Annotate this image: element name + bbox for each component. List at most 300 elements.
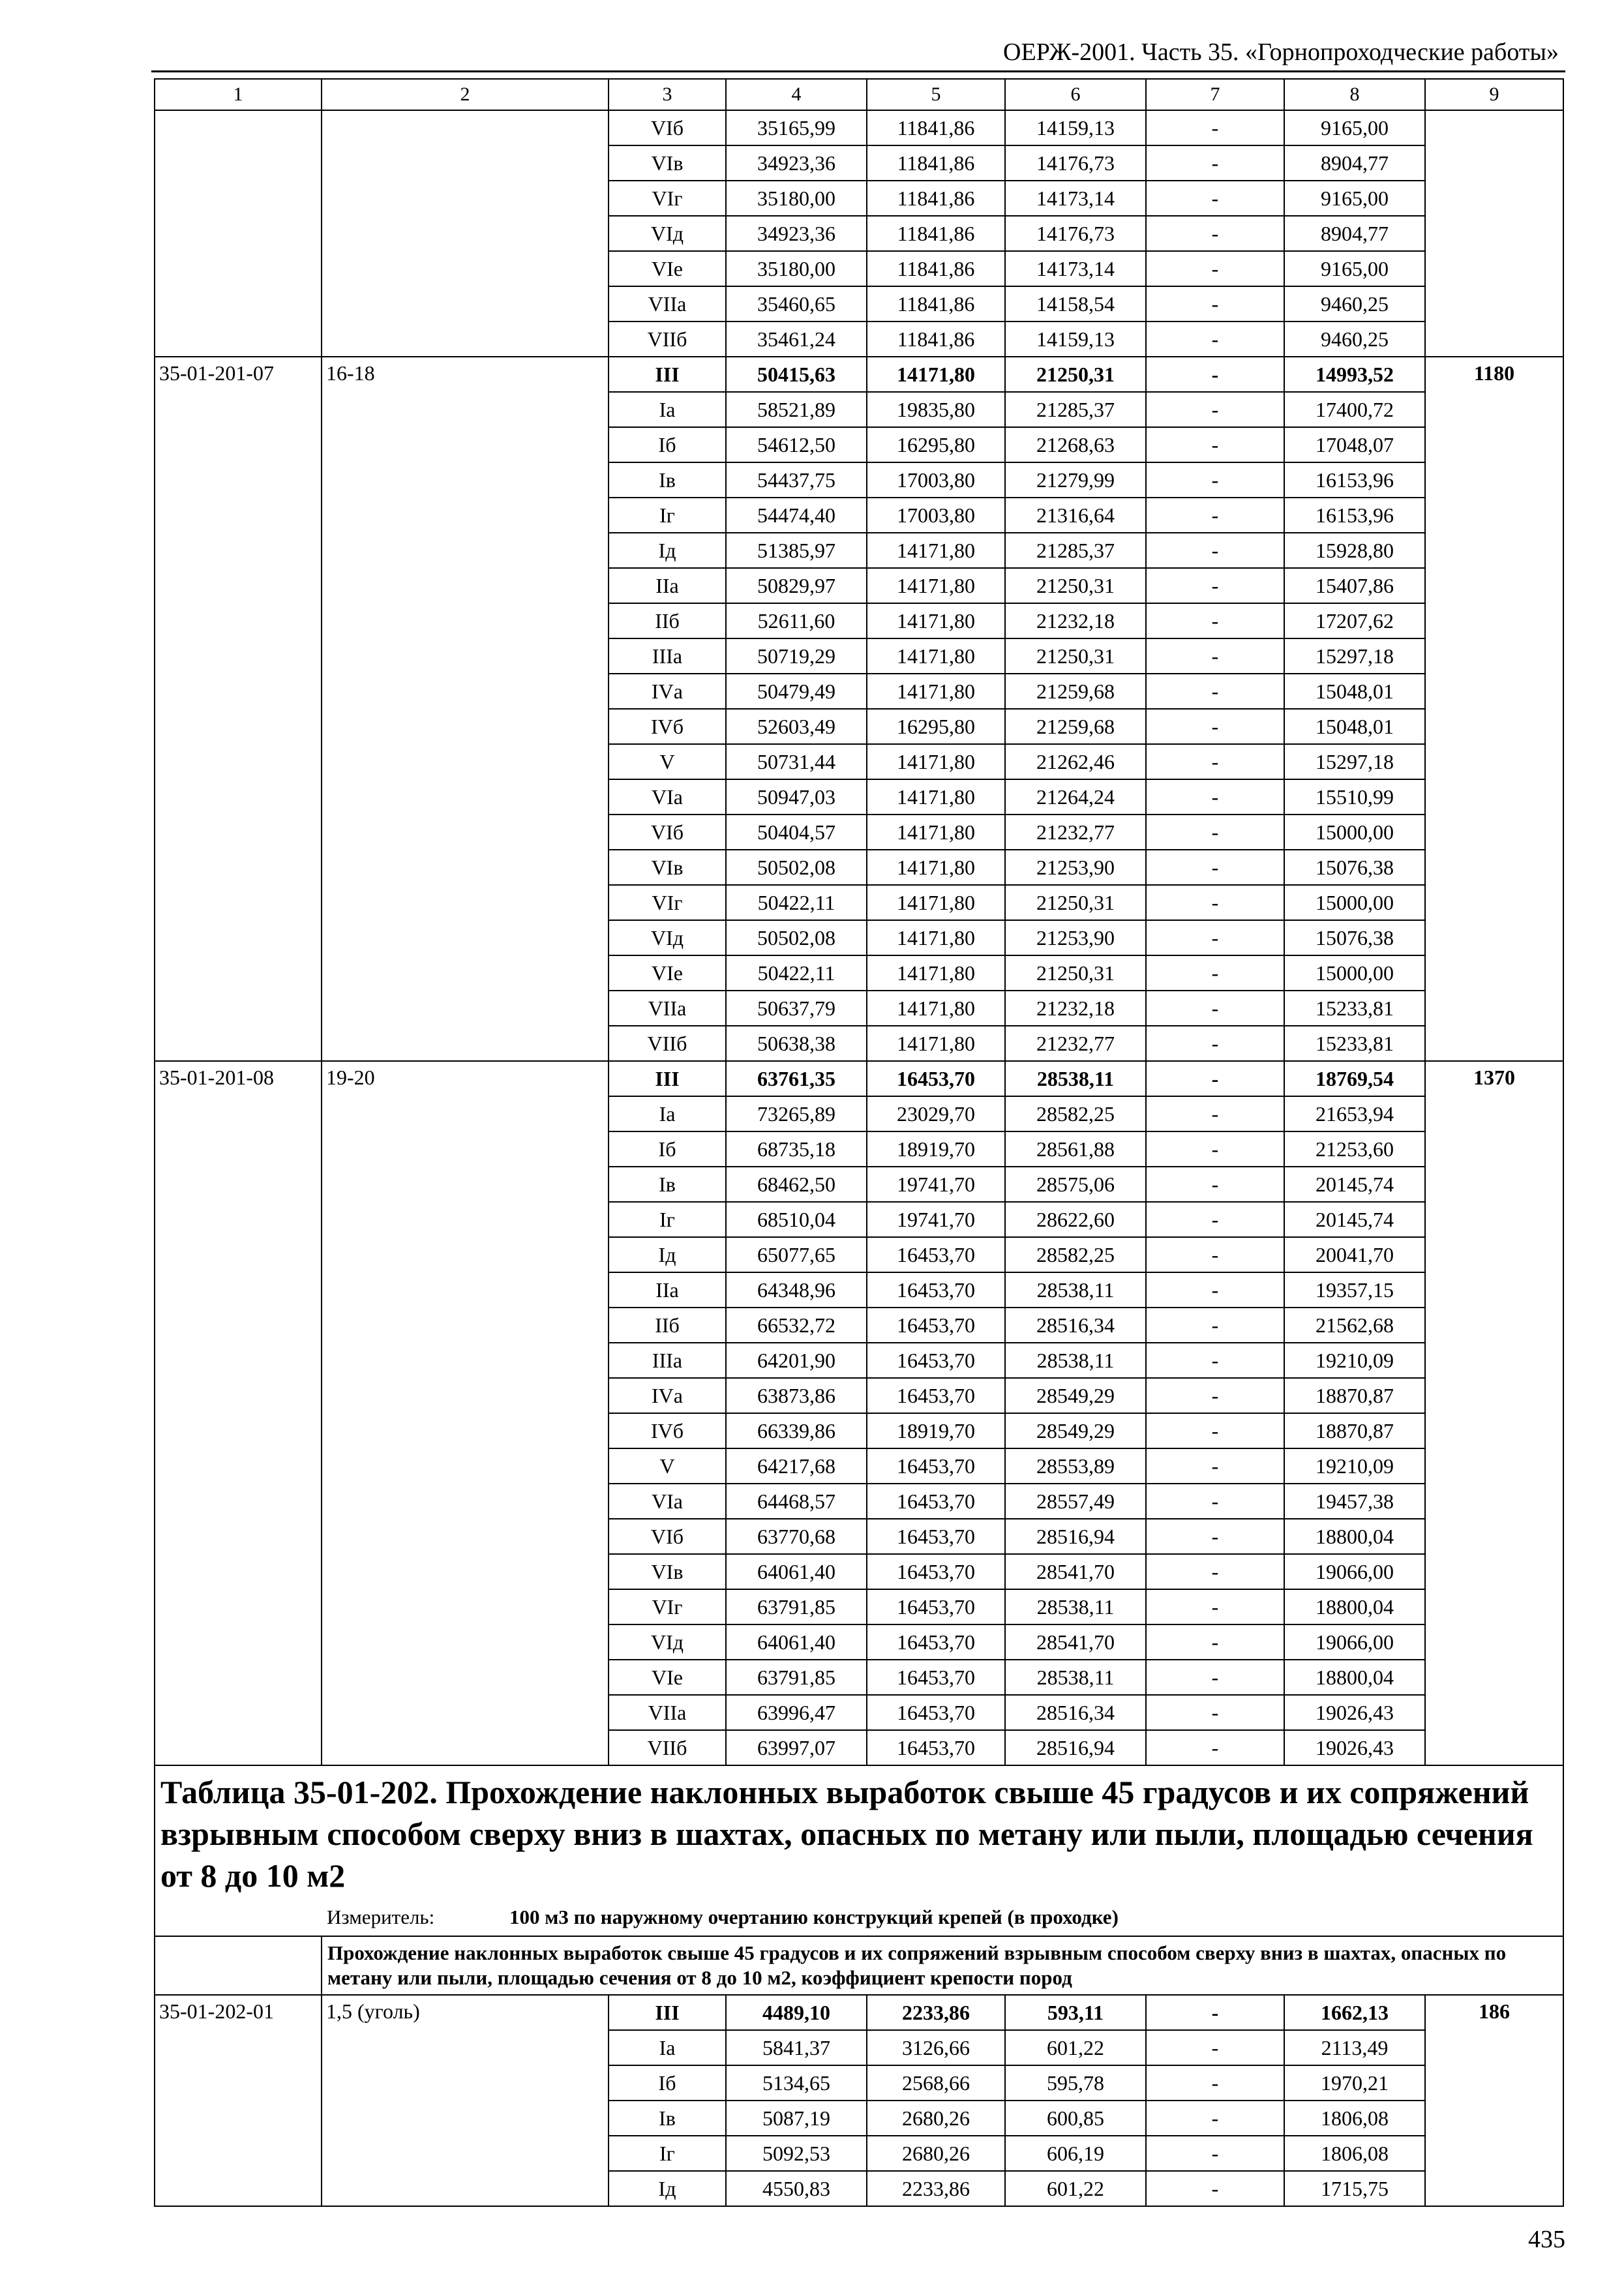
total-cost-cell: 5087,19 bbox=[726, 2101, 867, 2136]
driver-wage-cell: - bbox=[1146, 498, 1284, 533]
total-cost-cell: 66339,86 bbox=[726, 1413, 867, 1448]
total-cost-cell: 52611,60 bbox=[726, 603, 867, 638]
total-cost-cell: 5092,53 bbox=[726, 2136, 867, 2171]
labor-cost-cell: 2680,26 bbox=[867, 2101, 1005, 2136]
machine-cost-cell: 21264,24 bbox=[1005, 779, 1146, 815]
machine-cost-cell: 21259,68 bbox=[1005, 709, 1146, 744]
units-row bbox=[155, 1900, 1563, 1936]
category-cell: Iд bbox=[609, 1237, 726, 1272]
labor-cost-cell: 23029,70 bbox=[867, 1096, 1005, 1131]
table-row bbox=[155, 1995, 1563, 2030]
driver-wage-cell: - bbox=[1146, 885, 1284, 920]
materials-cost-cell: 17207,62 bbox=[1284, 603, 1425, 638]
machine-cost-cell: 28516,34 bbox=[1005, 1695, 1146, 1730]
machine-cost-cell: 595,78 bbox=[1005, 2065, 1146, 2101]
materials-cost-cell: 15407,86 bbox=[1284, 568, 1425, 603]
machine-cost-cell: 21279,99 bbox=[1005, 462, 1146, 498]
materials-cost-cell: 19457,38 bbox=[1284, 1484, 1425, 1519]
labor-norm-cell: 186 bbox=[1425, 1995, 1563, 2206]
materials-cost-cell: 17400,72 bbox=[1284, 392, 1425, 427]
labor-cost-cell: 11841,86 bbox=[867, 110, 1005, 145]
table-title: Таблица 35-01-202. Прохождение наклонных выработок свыше 45 градусов и их сопряжений взрывным способом сверху вниз в шахтах, опасных по метану или пыли, площадью сечения от 8 до 10 м2 bbox=[155, 1765, 1563, 1900]
materials-cost-cell: 1806,08 bbox=[1284, 2136, 1425, 2171]
materials-cost-cell: 16153,96 bbox=[1284, 498, 1425, 533]
machine-cost-cell: 14176,73 bbox=[1005, 145, 1146, 181]
materials-cost-cell: 18769,54 bbox=[1284, 1061, 1425, 1096]
machine-cost-cell: 28561,88 bbox=[1005, 1131, 1146, 1167]
driver-wage-cell: - bbox=[1146, 110, 1284, 145]
column-number: 5 bbox=[867, 79, 1005, 110]
category-cell: IIIа bbox=[609, 1343, 726, 1378]
total-cost-cell: 50638,38 bbox=[726, 1026, 867, 1061]
labor-cost-cell: 17003,80 bbox=[867, 498, 1005, 533]
category-cell: Iб bbox=[609, 2065, 726, 2101]
labor-cost-cell: 14171,80 bbox=[867, 850, 1005, 885]
total-cost-cell: 54437,75 bbox=[726, 462, 867, 498]
page-number: 435 bbox=[1528, 2226, 1565, 2253]
labor-cost-cell: 16295,80 bbox=[867, 427, 1005, 462]
category-cell: IIб bbox=[609, 603, 726, 638]
labor-cost-cell: 16453,70 bbox=[867, 1448, 1005, 1484]
labor-cost-cell: 16453,70 bbox=[867, 1378, 1005, 1413]
total-cost-cell: 68510,04 bbox=[726, 1202, 867, 1237]
units-spacer bbox=[155, 1900, 322, 1936]
labor-cost-cell: 11841,86 bbox=[867, 181, 1005, 216]
category-cell: Iг bbox=[609, 1202, 726, 1237]
running-header: ОЕРЖ-2001. Часть 35. «Горнопроходческие работы» bbox=[1003, 38, 1559, 66]
materials-cost-cell: 15297,18 bbox=[1284, 638, 1425, 674]
category-cell: IVб bbox=[609, 709, 726, 744]
machine-cost-cell: 28622,60 bbox=[1005, 1202, 1146, 1237]
category-cell: VIд bbox=[609, 216, 726, 251]
driver-wage-cell: - bbox=[1146, 744, 1284, 779]
driver-wage-cell: - bbox=[1146, 2136, 1284, 2171]
driver-wage-cell: - bbox=[1146, 216, 1284, 251]
category-cell: III bbox=[609, 357, 726, 392]
driver-wage-cell: - bbox=[1146, 1272, 1284, 1308]
category-cell: VIа bbox=[609, 779, 726, 815]
rate-code: 35-01-201-07 bbox=[155, 357, 322, 1061]
materials-cost-cell: 19210,09 bbox=[1284, 1448, 1425, 1484]
materials-cost-cell: 9165,00 bbox=[1284, 181, 1425, 216]
category-cell: III bbox=[609, 1061, 726, 1096]
labor-cost-cell: 19741,70 bbox=[867, 1202, 1005, 1237]
category-cell: IVа bbox=[609, 1378, 726, 1413]
driver-wage-cell: - bbox=[1146, 2171, 1284, 2206]
labor-cost-cell: 11841,86 bbox=[867, 322, 1005, 357]
materials-cost-cell: 8904,77 bbox=[1284, 145, 1425, 181]
total-cost-cell: 34923,36 bbox=[726, 145, 867, 181]
machine-cost-cell: 28538,11 bbox=[1005, 1272, 1146, 1308]
machine-cost-cell: 28553,89 bbox=[1005, 1448, 1146, 1484]
driver-wage-cell: - bbox=[1146, 2030, 1284, 2065]
category-cell: VIе bbox=[609, 251, 726, 286]
category-cell: IIIа bbox=[609, 638, 726, 674]
machine-cost-cell: 21250,31 bbox=[1005, 357, 1146, 392]
driver-wage-cell: - bbox=[1146, 1167, 1284, 1202]
labor-cost-cell: 16453,70 bbox=[867, 1519, 1005, 1554]
materials-cost-cell: 21253,60 bbox=[1284, 1131, 1425, 1167]
total-cost-cell: 50731,44 bbox=[726, 744, 867, 779]
total-cost-cell: 52603,49 bbox=[726, 709, 867, 744]
machine-cost-cell: 21250,31 bbox=[1005, 638, 1146, 674]
total-cost-cell: 4489,10 bbox=[726, 1995, 867, 2030]
total-cost-cell: 50637,79 bbox=[726, 991, 867, 1026]
category-cell: VIд bbox=[609, 1624, 726, 1660]
driver-wage-cell: - bbox=[1146, 1237, 1284, 1272]
machine-cost-cell: 21232,18 bbox=[1005, 603, 1146, 638]
table-body-201 bbox=[155, 79, 1563, 1765]
category-cell: VIв bbox=[609, 145, 726, 181]
column-number: 4 bbox=[726, 79, 867, 110]
total-cost-cell: 63996,47 bbox=[726, 1695, 867, 1730]
category-cell: Iд bbox=[609, 2171, 726, 2206]
driver-wage-cell: - bbox=[1146, 145, 1284, 181]
driver-wage-cell: - bbox=[1146, 1695, 1284, 1730]
materials-cost-cell: 19026,43 bbox=[1284, 1695, 1425, 1730]
labor-cost-cell: 11841,86 bbox=[867, 216, 1005, 251]
materials-cost-cell: 15297,18 bbox=[1284, 744, 1425, 779]
driver-wage-cell: - bbox=[1146, 920, 1284, 955]
machine-cost-cell: 593,11 bbox=[1005, 1995, 1146, 2030]
machine-cost-cell: 28516,94 bbox=[1005, 1519, 1146, 1554]
materials-cost-cell: 9165,00 bbox=[1284, 251, 1425, 286]
materials-cost-cell: 15233,81 bbox=[1284, 991, 1425, 1026]
driver-wage-cell: - bbox=[1146, 1624, 1284, 1660]
table-row bbox=[155, 110, 1563, 145]
category-cell: IIа bbox=[609, 1272, 726, 1308]
materials-cost-cell: 8904,77 bbox=[1284, 216, 1425, 251]
header-rule bbox=[151, 70, 1565, 72]
driver-wage-cell: - bbox=[1146, 1554, 1284, 1589]
labor-cost-cell: 14171,80 bbox=[867, 1026, 1005, 1061]
materials-cost-cell: 15233,81 bbox=[1284, 1026, 1425, 1061]
materials-cost-cell: 9460,25 bbox=[1284, 286, 1425, 322]
section-size: 16-18 bbox=[322, 357, 609, 1061]
machine-cost-cell: 14159,13 bbox=[1005, 110, 1146, 145]
category-cell: VIIа bbox=[609, 286, 726, 322]
labor-cost-cell: 16295,80 bbox=[867, 709, 1005, 744]
total-cost-cell: 68462,50 bbox=[726, 1167, 867, 1202]
driver-wage-cell: - bbox=[1146, 1660, 1284, 1695]
machine-cost-cell: 21250,31 bbox=[1005, 955, 1146, 991]
materials-cost-cell: 15000,00 bbox=[1284, 885, 1425, 920]
labor-cost-cell: 11841,86 bbox=[867, 145, 1005, 181]
labor-cost-cell: 16453,70 bbox=[867, 1237, 1005, 1272]
machine-cost-cell: 601,22 bbox=[1005, 2171, 1146, 2206]
category-cell: VIIб bbox=[609, 322, 726, 357]
total-cost-cell: 4550,83 bbox=[726, 2171, 867, 2206]
machine-cost-cell: 14173,14 bbox=[1005, 251, 1146, 286]
machine-cost-cell: 28541,70 bbox=[1005, 1624, 1146, 1660]
total-cost-cell: 64061,40 bbox=[726, 1554, 867, 1589]
table-row bbox=[155, 357, 1563, 392]
units-value: 100 м3 по наружному очертанию конструкций крепей (в проходке) bbox=[509, 1906, 1119, 1928]
materials-cost-cell: 1806,08 bbox=[1284, 2101, 1425, 2136]
labor-cost-cell: 14171,80 bbox=[867, 885, 1005, 920]
machine-cost-cell: 21285,37 bbox=[1005, 392, 1146, 427]
column-number: 1 bbox=[155, 79, 322, 110]
materials-cost-cell: 19066,00 bbox=[1284, 1624, 1425, 1660]
materials-cost-cell: 1662,13 bbox=[1284, 1995, 1425, 2030]
driver-wage-cell: - bbox=[1146, 2065, 1284, 2101]
machine-cost-cell: 28582,25 bbox=[1005, 1237, 1146, 1272]
materials-cost-cell: 20145,74 bbox=[1284, 1167, 1425, 1202]
machine-cost-cell: 28538,11 bbox=[1005, 1061, 1146, 1096]
table-202-header bbox=[155, 1765, 1563, 1995]
machine-cost-cell: 28516,34 bbox=[1005, 1308, 1146, 1343]
total-cost-cell: 63997,07 bbox=[726, 1730, 867, 1765]
labor-cost-cell: 2568,66 bbox=[867, 2065, 1005, 2101]
category-cell: Iв bbox=[609, 462, 726, 498]
machine-cost-cell: 28549,29 bbox=[1005, 1378, 1146, 1413]
labor-cost-cell: 3126,66 bbox=[867, 2030, 1005, 2065]
total-cost-cell: 34923,36 bbox=[726, 216, 867, 251]
category-cell: VIг bbox=[609, 885, 726, 920]
category-cell: Iд bbox=[609, 533, 726, 568]
machine-cost-cell: 28549,29 bbox=[1005, 1413, 1146, 1448]
materials-cost-cell: 19066,00 bbox=[1284, 1554, 1425, 1589]
category-cell: Iб bbox=[609, 427, 726, 462]
labor-cost-cell: 16453,70 bbox=[867, 1272, 1005, 1308]
machine-cost-cell: 606,19 bbox=[1005, 2136, 1146, 2171]
materials-cost-cell: 15000,00 bbox=[1284, 955, 1425, 991]
total-cost-cell: 50502,08 bbox=[726, 920, 867, 955]
materials-cost-cell: 21653,94 bbox=[1284, 1096, 1425, 1131]
category-cell: Iв bbox=[609, 2101, 726, 2136]
labor-cost-cell: 14171,80 bbox=[867, 744, 1005, 779]
machine-cost-cell: 14173,14 bbox=[1005, 181, 1146, 216]
labor-cost-cell: 16453,70 bbox=[867, 1660, 1005, 1695]
labor-cost-cell: 19741,70 bbox=[867, 1167, 1005, 1202]
labor-cost-cell: 14171,80 bbox=[867, 991, 1005, 1026]
table-row bbox=[155, 1061, 1563, 1096]
machine-cost-cell: 21285,37 bbox=[1005, 533, 1146, 568]
materials-cost-cell: 18870,87 bbox=[1284, 1413, 1425, 1448]
driver-wage-cell: - bbox=[1146, 568, 1284, 603]
price-table bbox=[154, 78, 1564, 2207]
driver-wage-cell: - bbox=[1146, 1026, 1284, 1061]
total-cost-cell: 73265,89 bbox=[726, 1096, 867, 1131]
total-cost-cell: 58521,89 bbox=[726, 392, 867, 427]
driver-wage-cell: - bbox=[1146, 181, 1284, 216]
labor-cost-cell: 2233,86 bbox=[867, 2171, 1005, 2206]
labor-cost-cell: 11841,86 bbox=[867, 251, 1005, 286]
total-cost-cell: 5841,37 bbox=[726, 2030, 867, 2065]
category-cell: VIа bbox=[609, 1484, 726, 1519]
category-cell: IVб bbox=[609, 1413, 726, 1448]
materials-cost-cell: 15510,99 bbox=[1284, 779, 1425, 815]
labor-cost-cell: 18919,70 bbox=[867, 1413, 1005, 1448]
driver-wage-cell: - bbox=[1146, 1096, 1284, 1131]
category-cell: VIIа bbox=[609, 1695, 726, 1730]
category-cell: Iа bbox=[609, 392, 726, 427]
materials-cost-cell: 1970,21 bbox=[1284, 2065, 1425, 2101]
total-cost-cell: 50479,49 bbox=[726, 674, 867, 709]
total-cost-cell: 64201,90 bbox=[726, 1343, 867, 1378]
machine-cost-cell: 14176,73 bbox=[1005, 216, 1146, 251]
labor-cost-cell: 2680,26 bbox=[867, 2136, 1005, 2171]
machine-cost-cell: 28557,49 bbox=[1005, 1484, 1146, 1519]
labor-cost-cell: 14171,80 bbox=[867, 815, 1005, 850]
column-number: 7 bbox=[1146, 79, 1284, 110]
category-cell: VIIб bbox=[609, 1730, 726, 1765]
driver-wage-cell: - bbox=[1146, 1343, 1284, 1378]
materials-cost-cell: 14993,52 bbox=[1284, 357, 1425, 392]
category-cell: Iг bbox=[609, 2136, 726, 2171]
category-cell: VIе bbox=[609, 955, 726, 991]
category-cell: VIг bbox=[609, 181, 726, 216]
labor-cost-cell: 19835,80 bbox=[867, 392, 1005, 427]
labor-cost-cell: 16453,70 bbox=[867, 1308, 1005, 1343]
labor-cost-cell: 14171,80 bbox=[867, 955, 1005, 991]
driver-wage-cell: - bbox=[1146, 709, 1284, 744]
labor-cost-cell: 16453,70 bbox=[867, 1061, 1005, 1096]
total-cost-cell: 66532,72 bbox=[726, 1308, 867, 1343]
machine-cost-cell: 28516,94 bbox=[1005, 1730, 1146, 1765]
driver-wage-cell: - bbox=[1146, 1378, 1284, 1413]
category-cell: IVа bbox=[609, 674, 726, 709]
category-cell: Iа bbox=[609, 2030, 726, 2065]
materials-cost-cell: 15048,01 bbox=[1284, 674, 1425, 709]
driver-wage-cell: - bbox=[1146, 1413, 1284, 1448]
driver-wage-cell: - bbox=[1146, 2101, 1284, 2136]
labor-cost-cell: 16453,70 bbox=[867, 1730, 1005, 1765]
driver-wage-cell: - bbox=[1146, 638, 1284, 674]
machine-cost-cell: 28538,11 bbox=[1005, 1660, 1146, 1695]
total-cost-cell: 5134,65 bbox=[726, 2065, 867, 2101]
category-cell: Iг bbox=[609, 498, 726, 533]
category-cell: V bbox=[609, 1448, 726, 1484]
driver-wage-cell: - bbox=[1146, 392, 1284, 427]
total-cost-cell: 54612,50 bbox=[726, 427, 867, 462]
driver-wage-cell: - bbox=[1146, 1589, 1284, 1624]
driver-wage-cell: - bbox=[1146, 251, 1284, 286]
materials-cost-cell: 20041,70 bbox=[1284, 1237, 1425, 1272]
machine-cost-cell: 14158,54 bbox=[1005, 286, 1146, 322]
total-cost-cell: 68735,18 bbox=[726, 1131, 867, 1167]
materials-cost-cell: 18800,04 bbox=[1284, 1589, 1425, 1624]
machine-cost-cell: 601,22 bbox=[1005, 2030, 1146, 2065]
driver-wage-cell: - bbox=[1146, 1131, 1284, 1167]
labor-cost-cell: 2233,86 bbox=[867, 1995, 1005, 2030]
table-body-202 bbox=[155, 1995, 1563, 2206]
total-cost-cell: 64348,96 bbox=[726, 1272, 867, 1308]
driver-wage-cell: - bbox=[1146, 603, 1284, 638]
section-size: 1,5 (уголь) bbox=[322, 1995, 609, 2206]
labor-cost-cell: 14171,80 bbox=[867, 779, 1005, 815]
driver-wage-cell: - bbox=[1146, 1448, 1284, 1484]
total-cost-cell: 64468,57 bbox=[726, 1484, 867, 1519]
machine-cost-cell: 21232,77 bbox=[1005, 1026, 1146, 1061]
materials-cost-cell: 9165,00 bbox=[1284, 110, 1425, 145]
total-cost-cell: 54474,40 bbox=[726, 498, 867, 533]
materials-cost-cell: 9460,25 bbox=[1284, 322, 1425, 357]
labor-cost-cell: 14171,80 bbox=[867, 674, 1005, 709]
machine-cost-cell: 14159,13 bbox=[1005, 322, 1146, 357]
labor-cost-cell: 16453,70 bbox=[867, 1343, 1005, 1378]
description-row bbox=[155, 1936, 1563, 1995]
total-cost-cell: 50404,57 bbox=[726, 815, 867, 850]
driver-wage-cell: - bbox=[1146, 427, 1284, 462]
category-cell: VIг bbox=[609, 1589, 726, 1624]
column-number: 6 bbox=[1005, 79, 1146, 110]
materials-cost-cell: 15928,80 bbox=[1284, 533, 1425, 568]
materials-cost-cell: 15076,38 bbox=[1284, 850, 1425, 885]
labor-cost-cell: 14171,80 bbox=[867, 568, 1005, 603]
category-cell: VIе bbox=[609, 1660, 726, 1695]
driver-wage-cell: - bbox=[1146, 1484, 1284, 1519]
rate-code bbox=[155, 110, 322, 357]
machine-cost-cell: 21250,31 bbox=[1005, 885, 1146, 920]
total-cost-cell: 50502,08 bbox=[726, 850, 867, 885]
column-number: 8 bbox=[1284, 79, 1425, 110]
machine-cost-cell: 28582,25 bbox=[1005, 1096, 1146, 1131]
category-cell: VIб bbox=[609, 815, 726, 850]
driver-wage-cell: - bbox=[1146, 815, 1284, 850]
total-cost-cell: 64217,68 bbox=[726, 1448, 867, 1484]
category-cell: V bbox=[609, 744, 726, 779]
labor-cost-cell: 16453,70 bbox=[867, 1484, 1005, 1519]
section-size bbox=[322, 110, 609, 357]
labor-cost-cell: 16453,70 bbox=[867, 1695, 1005, 1730]
machine-cost-cell: 28541,70 bbox=[1005, 1554, 1146, 1589]
materials-cost-cell: 19357,15 bbox=[1284, 1272, 1425, 1308]
category-cell: VIб bbox=[609, 1519, 726, 1554]
materials-cost-cell: 15048,01 bbox=[1284, 709, 1425, 744]
total-cost-cell: 63873,86 bbox=[726, 1378, 867, 1413]
materials-cost-cell: 15076,38 bbox=[1284, 920, 1425, 955]
table-title-row bbox=[155, 1765, 1563, 1900]
machine-cost-cell: 600,85 bbox=[1005, 2101, 1146, 2136]
driver-wage-cell: - bbox=[1146, 1308, 1284, 1343]
category-cell: Iв bbox=[609, 1167, 726, 1202]
total-cost-cell: 50829,97 bbox=[726, 568, 867, 603]
materials-cost-cell: 19210,09 bbox=[1284, 1343, 1425, 1378]
labor-cost-cell: 14171,80 bbox=[867, 533, 1005, 568]
total-cost-cell: 51385,97 bbox=[726, 533, 867, 568]
driver-wage-cell: - bbox=[1146, 1061, 1284, 1096]
labor-norm-cell bbox=[1425, 110, 1563, 357]
driver-wage-cell: - bbox=[1146, 286, 1284, 322]
column-number: 2 bbox=[322, 79, 609, 110]
column-number: 3 bbox=[609, 79, 726, 110]
materials-cost-cell: 20145,74 bbox=[1284, 1202, 1425, 1237]
driver-wage-cell: - bbox=[1146, 991, 1284, 1026]
labor-cost-cell: 16453,70 bbox=[867, 1624, 1005, 1660]
machine-cost-cell: 21232,77 bbox=[1005, 815, 1146, 850]
materials-cost-cell: 18800,04 bbox=[1284, 1519, 1425, 1554]
labor-cost-cell: 16453,70 bbox=[867, 1554, 1005, 1589]
category-cell: Iа bbox=[609, 1096, 726, 1131]
total-cost-cell: 35165,99 bbox=[726, 110, 867, 145]
total-cost-cell: 63770,68 bbox=[726, 1519, 867, 1554]
total-cost-cell: 35461,24 bbox=[726, 322, 867, 357]
materials-cost-cell: 17048,07 bbox=[1284, 427, 1425, 462]
description-spacer bbox=[155, 1936, 322, 1995]
total-cost-cell: 50719,29 bbox=[726, 638, 867, 674]
materials-cost-cell: 18800,04 bbox=[1284, 1660, 1425, 1695]
labor-norm-cell: 1370 bbox=[1425, 1061, 1563, 1765]
labor-cost-cell: 14171,80 bbox=[867, 603, 1005, 638]
total-cost-cell: 63761,35 bbox=[726, 1061, 867, 1096]
machine-cost-cell: 28575,06 bbox=[1005, 1167, 1146, 1202]
total-cost-cell: 63791,85 bbox=[726, 1589, 867, 1624]
total-cost-cell: 50422,11 bbox=[726, 885, 867, 920]
total-cost-cell: 64061,40 bbox=[726, 1624, 867, 1660]
driver-wage-cell: - bbox=[1146, 1730, 1284, 1765]
machine-cost-cell: 21316,64 bbox=[1005, 498, 1146, 533]
